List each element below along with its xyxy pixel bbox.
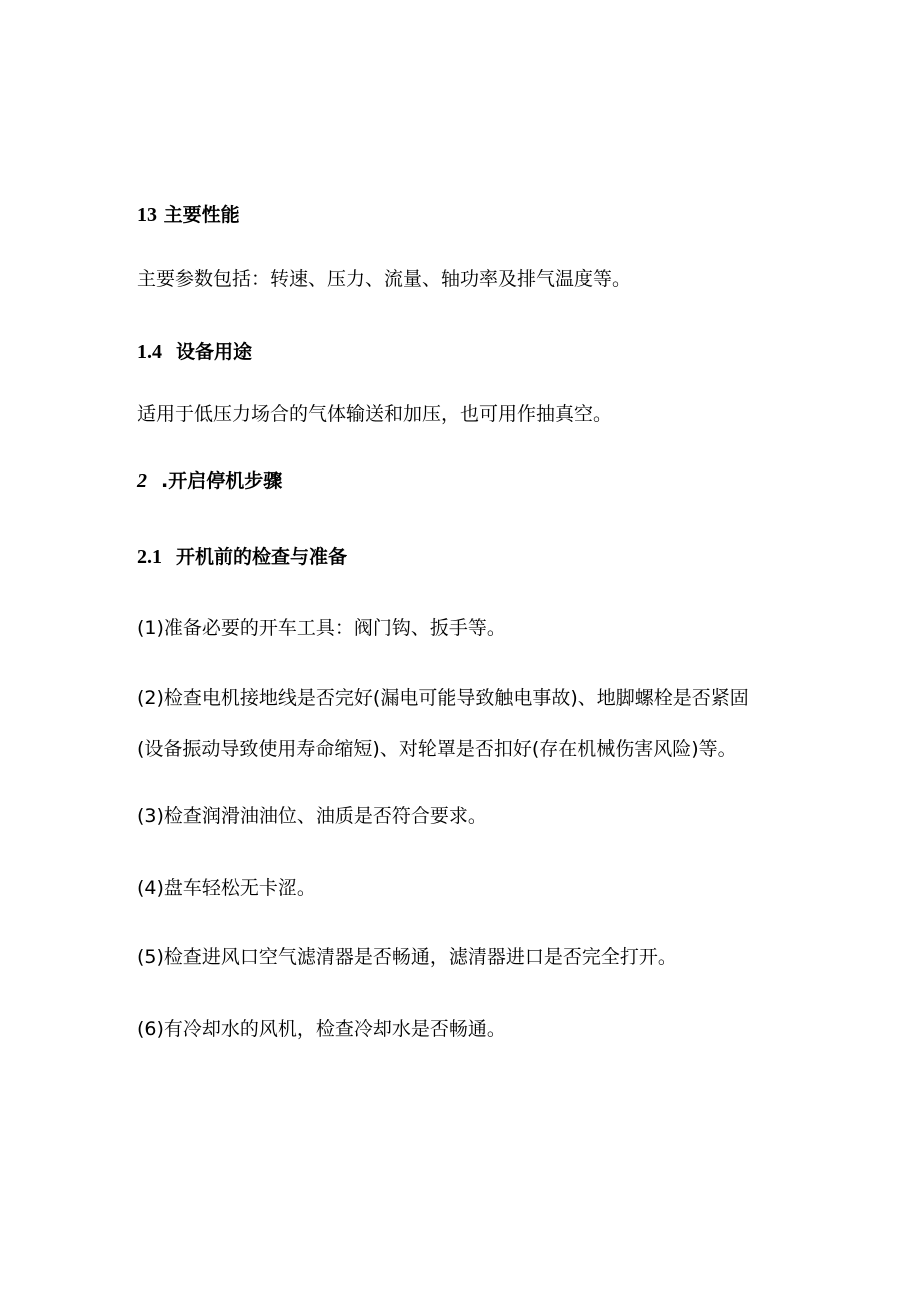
list-item: (3)检查润滑油油位、油质是否符合要求。 <box>137 805 487 827</box>
paragraph-main-performance: 主要参数包括：转速、压力、流量、轴功率及排气温度等。 <box>137 268 632 290</box>
heading-1-3 <box>137 203 240 227</box>
heading-number: 1.4 <box>137 341 162 363</box>
heading-number: 2.1 <box>137 546 162 568</box>
heading-1-4 <box>137 340 252 364</box>
heading-title: 开机前的检查与准备 <box>176 546 348 568</box>
heading-title: 设备用途 <box>176 341 253 363</box>
list-item: (1)准备必要的开车工具：阀门钩、扳手等。 <box>137 617 506 639</box>
list-item: (4)盘车轻松无卡涩。 <box>137 877 316 899</box>
list-item-continuation: (设备振动导致使用寿命缩短)、对轮罩是否扣好(存在机械伤害风险)等。 <box>137 738 737 760</box>
heading-title: .开启停机步骤 <box>161 470 283 492</box>
list-item: (6)有冷却水的风机，检查冷却水是否畅通。 <box>137 1018 506 1040</box>
heading-number: 13 <box>137 204 157 226</box>
heading-title: 主要性能 <box>163 204 240 226</box>
list-item: (5)检查进风口空气滤清器是否畅通，滤清器进口是否完全打开。 <box>137 946 677 968</box>
list-item: (2)检查电机接地线是否完好(漏电可能导致触电事故)、地脚螺栓是否紧固 <box>137 687 749 709</box>
heading-2-1 <box>137 545 347 569</box>
heading-number: 2 <box>137 470 147 492</box>
heading-2 <box>137 469 282 493</box>
paragraph-equipment-use: 适用于低压力场合的气体输送和加压，也可用作抽真空。 <box>137 403 613 425</box>
